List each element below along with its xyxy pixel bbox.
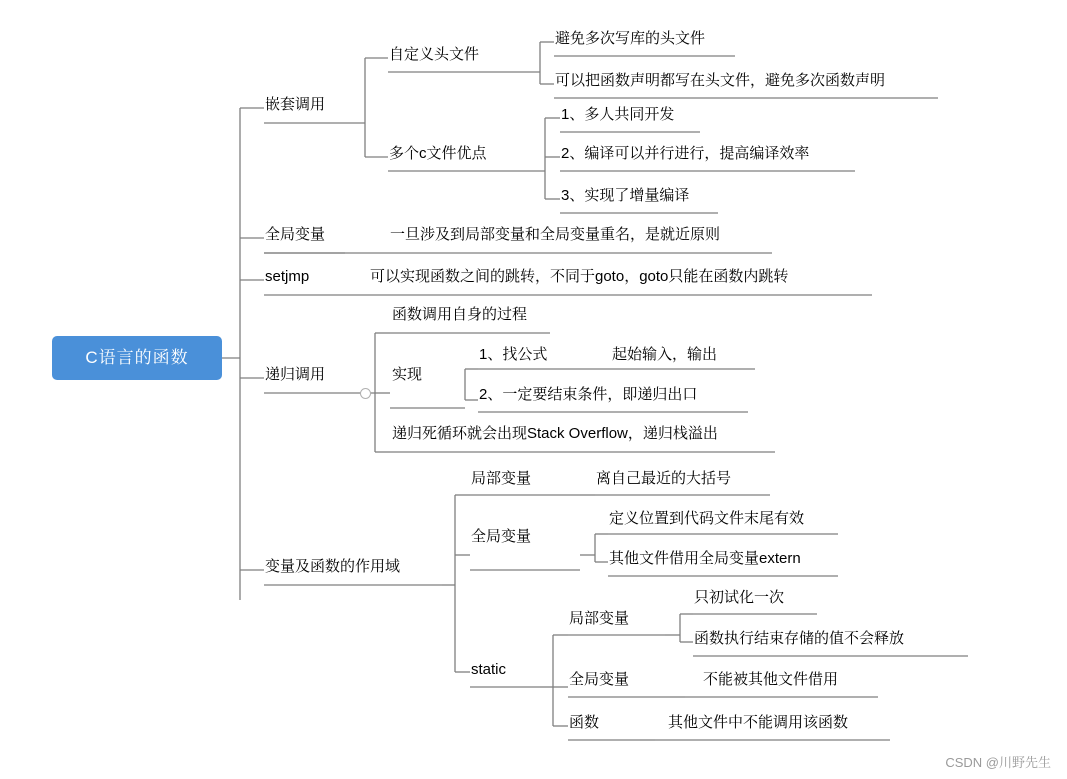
node-find-formula[interactable] [479, 346, 547, 364]
root-node[interactable] [52, 336, 222, 380]
node-init-once-label: 只初试化一次 [694, 589, 785, 606]
node-nested-call[interactable] [265, 96, 325, 114]
node-scope-global-variable-label: 全局变量 [471, 528, 532, 545]
node-not-callable-elsewhere-label: 其他文件中不能调用该函数 [668, 714, 849, 731]
node-termination-condition-label: 2、一定要结束条件，即递归出口 [479, 386, 698, 403]
node-static-local-variable[interactable] [569, 610, 629, 628]
node-multi-c-advantages[interactable] [389, 145, 487, 163]
node-scope-label: 变量及函数的作用域 [265, 558, 401, 575]
node-implementation-label: 实现 [392, 366, 423, 383]
node-global-variable-label: 全局变量 [265, 226, 326, 243]
node-avoid-duplicate-include-label: 避免多次写库的头文件 [555, 30, 706, 47]
node-nearest-brace[interactable] [596, 470, 731, 488]
node-valid-to-eof-label: 定义位置到代码文件末尾有效 [609, 510, 805, 527]
node-static-global-variable-label: 全局变量 [569, 671, 630, 688]
node-multi-person-dev-label: 1、多人共同开发 [561, 106, 675, 123]
node-multi-c-advantages-label: 多个c文件优点 [389, 145, 487, 162]
node-incremental-compile-label: 3、实现了增量编译 [561, 187, 690, 204]
node-stack-overflow-label: 递归死循环就会出现Stack Overflow，递归栈溢出 [392, 425, 718, 442]
node-initial-input-output-label: 起始输入，输出 [612, 346, 718, 363]
node-scope-global-variable[interactable] [471, 528, 531, 546]
node-initial-input-output[interactable] [612, 346, 717, 364]
node-setjmp-description[interactable] [370, 268, 788, 286]
node-incremental-compile[interactable] [561, 187, 689, 205]
watermark: CSDN @川野先生 [945, 755, 1051, 770]
node-static-global-variable[interactable] [569, 671, 629, 689]
node-recursive-call-label: 递归调用 [265, 366, 326, 383]
node-static-function[interactable] [569, 714, 599, 732]
node-stack-overflow[interactable] [392, 425, 718, 443]
node-implementation[interactable] [392, 366, 422, 384]
node-init-once[interactable] [694, 589, 784, 607]
node-find-formula-label: 1、找公式 [479, 346, 548, 363]
node-not-borrowable-label: 不能被其他文件借用 [703, 671, 839, 688]
node-nearest-brace-label: 离自己最近的大括号 [596, 470, 732, 487]
node-value-not-released-label: 函数执行结束存储的值不会释放 [694, 630, 905, 647]
node-custom-header-file-label: 自定义头文件 [389, 46, 480, 63]
node-parallel-compile-label: 2、编译可以并行进行，提高编译效率 [561, 145, 810, 162]
node-extern-borrow-label: 其他文件借用全局变量extern [609, 550, 801, 567]
node-setjmp-description-label: 可以实现函数之间的跳转，不同于goto，goto只能在函数内跳转 [370, 268, 789, 285]
node-declarations-in-header-label: 可以把函数声明都写在头文件，避免多次函数声明 [555, 72, 886, 89]
node-custom-header-file[interactable] [389, 46, 479, 64]
node-self-invocation[interactable] [392, 306, 527, 324]
node-recursive-call[interactable] [265, 366, 325, 384]
node-static-label: static [471, 661, 507, 678]
node-value-not-released[interactable] [694, 630, 904, 648]
node-not-borrowable[interactable] [703, 671, 838, 689]
node-static-local-variable-label: 局部变量 [569, 610, 630, 627]
node-scope[interactable] [265, 558, 400, 576]
node-nested-call-label: 嵌套调用 [265, 96, 326, 113]
node-valid-to-eof[interactable] [609, 510, 804, 528]
node-global-variable[interactable] [265, 226, 325, 244]
node-name-shadowing-rule-label: 一旦涉及到局部变量和全局变量重名，是就近原则 [390, 226, 721, 243]
node-setjmp-label: setjmp [265, 268, 310, 285]
node-name-shadowing-rule[interactable] [390, 226, 720, 244]
node-self-invocation-label: 函数调用自身的过程 [392, 306, 528, 323]
node-termination-condition[interactable] [479, 386, 697, 404]
node-static[interactable] [471, 661, 506, 679]
node-static-function-label: 函数 [569, 714, 600, 731]
node-declarations-in-header[interactable] [555, 72, 885, 90]
node-setjmp[interactable] [265, 268, 309, 286]
collapse-handle-recursion[interactable] [360, 388, 371, 399]
node-avoid-duplicate-include[interactable] [555, 30, 705, 48]
node-multi-person-dev[interactable] [561, 106, 674, 124]
node-scope-local-variable-label: 局部变量 [471, 470, 532, 487]
root-node-label: C语言的函数 [85, 348, 189, 367]
node-not-callable-elsewhere[interactable] [668, 714, 848, 732]
node-parallel-compile[interactable] [561, 145, 809, 163]
node-scope-local-variable[interactable] [471, 470, 531, 488]
node-extern-borrow[interactable] [609, 550, 801, 568]
